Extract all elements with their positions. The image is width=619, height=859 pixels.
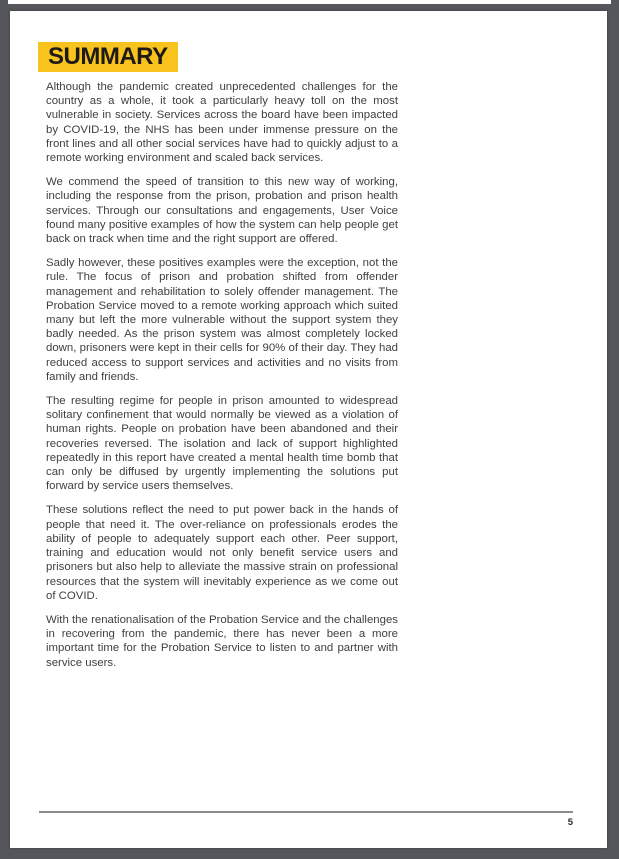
paragraph-5: These solutions reflect the need to put power back in the hands of people that need it. The over-reliance on professionals erodes the ability of people to adequately support each other. Peer support, training and education would not only benefit service users and prisoners but also help to alleviate the massive strain on professional resources that the system will inevitably experience as we come out of COVID.: [46, 504, 398, 602]
page-number: 5: [567, 817, 573, 828]
body-text: [46, 80, 398, 670]
paragraph-1: Although the pandemic created unprecedented challenges for the country as a whole, it took a particularly heavy toll on the most vulnerable in society. Services across the board have been impacted by COVID-19, the NHS has been under immense pressure on the front lines and all other social services have had to quickly adjust to a remote working environment and scaled back services.: [46, 81, 398, 165]
document-page: [10, 11, 607, 848]
summary-heading: SUMMARY: [48, 43, 168, 70]
paragraph-4: The resulting regime for people in prison amounted to widespread solitary confinement that would normally be viewed as a violation of human rights. People on probation have been abandoned and their recoveries reversed. The isolation and lack of support highlighted repeatedly in this report have created a mental health time bomb that can only be diffused by urgently implementing the solutions put forward by service users themselves.: [46, 395, 398, 493]
summary-heading-highlight: [38, 42, 178, 72]
paragraph-2: We commend the speed of transition to this new way of working, including the response from the prison, probation and prison health services. Through our consultations and engagements, User Voice found many positive examples of how the system can help people get back on track when time and the right support are offered.: [46, 176, 398, 246]
paragraph-3: Sadly however, these positives examples were the exception, not the rule. The focus of prison and probation shifted from offender management and rehabilitation to solely offender management. The Probation Service moved to a remote working approach which suited many but left the more vulnerable without the support system they badly needed. As the prison system was almost completely locked down, prisoners were kept in their cells for 90% of their day. They had reduced access to support services and activities and no visits from family and friends.: [46, 257, 398, 383]
footer-rule: [39, 811, 573, 813]
paragraph-6: With the renationalisation of the Probation Service and the challenges in recovering from the pandemic, there has never been a more important time for the Probation Service to listen to and partner with service users.: [46, 613, 398, 669]
previous-page-edge: [8, 0, 611, 4]
